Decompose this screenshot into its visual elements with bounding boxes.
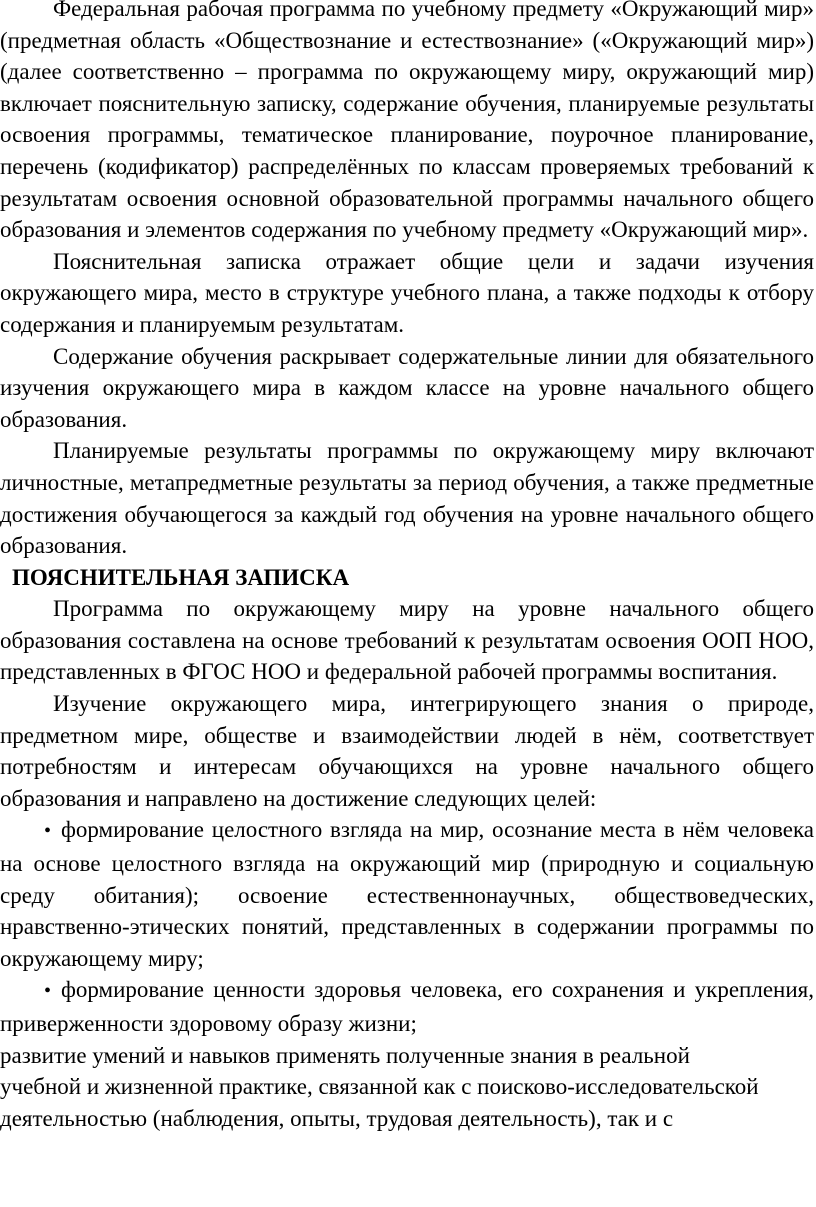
section-heading: ПОЯСНИТЕЛЬНАЯ ЗАПИСКА (12, 564, 350, 590)
goals-intro-paragraph: Изучение окружающего мира, интегрирующего знания о природе, предметном мире, обществе и взаимодействии людей в нём, соответствует потребностям и интересам обучающихся на уровне начального общего образования и направлено на достижение следующих целей: (0, 691, 814, 811)
bullet-icon: • (44, 980, 52, 1003)
text-line: деятельностью (наблюдения, опыты, трудовая деятельность), так и с (0, 1105, 674, 1131)
explanatory-note-paragraph: Пояснительная записка отражает общие цели и задачи изучения окружающего мира, место в структуре учебного плана, а также подходы к отбору содержания и планируемым результатам. (0, 248, 814, 337)
content-paragraph: Содержание обучения раскрывает содержательные линии для обязательного изучения окружающего мира в каждом классе на уровне начального общего образования. (0, 343, 814, 432)
text-line: учебной и жизненной практике, связанной как с поисково-исследовательской (0, 1074, 759, 1100)
program-basis-paragraph: Программа по окружающему миру на уровне начального общего образования составлена на основе требований к результатам освоения ООП НОО, представленных в ФГОС НОО и федеральной рабочей программы воспитания. (0, 596, 814, 685)
intro-paragraph: Федеральная рабочая программа по учебному предмету «Окружающий мир» (предметная область «Обществознание и естествознание» («Окружающий мир») (далее соответственно – программа по окружающему миру, окружающий мир) включает пояснительную записку, содержание обучения, планируемые результаты освоения программы, тематическое планирование, поурочное планирование, перечень (кодификатор) распределённых по классам проверяемых требований к результатам освоения основной образовательной программы начального общего образования и элементов содержания по учебному предмету «Окружающий мир». (0, 0, 814, 243)
goal-bullet-text: формирование ценности здоровья человека, его сохранения и укрепления, приверженности здоровому образу жизни; (0, 977, 814, 1036)
bullet-icon: • (44, 820, 52, 843)
goal-bullet-item (0, 814, 814, 974)
goal-bullet-item (0, 974, 814, 1039)
planned-results-paragraph: Планируемые результаты программы по окружающему миру включают личностные, метапредметные результаты за период обучения, а также предметные достижения обучающегося за каждый год обучения на уровне начального общего образования. (0, 438, 814, 559)
text-line: развитие умений и навыков применять полученные знания в реальной (0, 1042, 690, 1068)
goal-bullet-text: формирование целостного взгляда на мир, осознание места в нём человека на основе целостного взгляда на окружающий мир (природную и социальную среду обитания); освоение естественнонаучных, обществоведческих, нравственно-этических понятий, представленных в содержании программы по окружающему миру; (0, 817, 814, 971)
